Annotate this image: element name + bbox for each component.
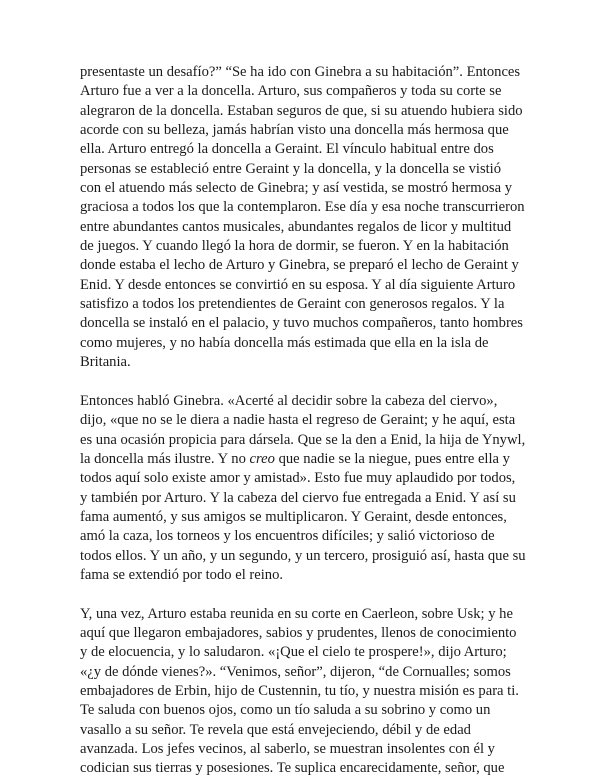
text-line: como mujeres, y no había doncella más estimada que ella en la isla de [80,334,489,351]
paragraph-2 [80,392,530,585]
text-line: presentaste un desafío?” “Se ha ido con Ginebra a su habitación”. Entonces [80,64,521,80]
text-line: satisfizo a todos los pretendientes de Geraint con generosos regalos. Y la [80,296,505,313]
text-line: Arturo fue a ver a la doncella. Arturo, sus compañeros y toda su corte se [80,83,502,100]
text-line: «¿y de dónde vienes?». “Venimos, señor”, dijeron, “de Cornualles; somos [80,663,511,680]
text-line: y de elocuencia, y lo saludaron. «¡Que el cielo te prospere!», dijo Arturo; [80,644,507,661]
text-line: Enid. Y desde entonces se convirtió en su esposa. Y al día siguiente Arturo [80,276,516,293]
text-line: graciosa a todos los que la contemplaron. Ese día y esa noche transcurrieron [80,199,525,216]
italic-word: creo [249,450,275,467]
text-line: de juegos. Y cuando llegó la hora de dormir, se fueron. Y en la habitación [80,238,509,255]
paragraph-3 [80,605,530,779]
paragraph-1 [80,63,530,373]
text-line: todos aquí solo existe amor y amistad». Esto fue muy aplaudido por todos, [80,470,516,487]
text-run: que nadie se la niegue, pues entre ella y [274,450,510,467]
text-line: dijo, «que no se le diera a nadie hasta el regreso de Geraint; y he aquí, esta [80,412,516,429]
text-line: Entonces habló Ginebra. «Acerté al decidir sobre la cabeza del ciervo», [80,392,498,409]
text-line: Te saluda con buenos ojos, como un tío saluda a su sobrino y como un [80,702,491,719]
text-line: codician sus tierras y posesiones. Te suplica encarecidamente, señor, que [80,760,505,777]
text-line: ella. Arturo entregó la doncella a Geraint. El vínculo habitual entre dos [80,141,494,158]
text-line: todos ellos. Y un año, y un segundo, y un tercero, prosiguió así, hasta que su [80,547,526,564]
text-line: fama se extendió por todo el reino. [80,566,284,583]
text-line: doncella se instaló en el palacio, y tuvo muchos compañeros, tanto hombres [80,315,523,332]
text-line: Britania. [80,354,131,371]
text-line: personas se estableció entre Geraint y la doncella, y la doncella se vistió [80,160,502,177]
text-line: fama aumentó, y sus amigos se multiplicaron. Y Geraint, desde entonces, [80,508,507,525]
text-line: acorde con su belleza, jamás habrían visto una doncella más hermosa que [80,122,509,139]
text-line: embajadores de Erbin, hijo de Custennin, tu tío, y nuestra misión es para ti. [80,683,519,699]
text-line: Y, una vez, Arturo estaba reunida en su corte en Caerleon, sobre Usk; y he [80,605,513,622]
text-line: alegraron de la doncella. Estaban seguros de que, si su atuendo hubiera sido [80,102,523,119]
text-line: avanzada. Los jefes vecinos, al saberlo, se muestran insolentes con él y [80,741,495,758]
text-line: vasallo a su señor. Te revela que está envejeciendo, débil y de edad [80,721,471,738]
text-line: entre abundantes cantos musicales, abundantes regalos de licor y multitud [80,218,512,235]
text-line-with-italic [80,450,530,469]
document-page [80,63,530,779]
text-run: la doncella más ilustre. Y no [80,450,250,467]
text-line: donde estaba el lecho de Arturo y Ginebra, se preparó el lecho de Geraint y [80,257,519,274]
text-line: aquí que llegaron embajadores, sabios y prudentes, llenos de conocimiento [80,624,517,641]
text-line: es una ocasión propicia para dársela. Que se la den a Enid, la hija de Ynywl, [80,431,526,448]
text-line: con el atuendo más selecto de Ginebra; y así vestida, se mostró hermosa y [80,180,513,197]
text-line: amó la caza, los torneos y los encuentros difíciles; y salió victorioso de [80,528,495,545]
text-line: y también por Arturo. Y la cabeza del ciervo fue entregada a Enid. Y así su [80,489,516,506]
